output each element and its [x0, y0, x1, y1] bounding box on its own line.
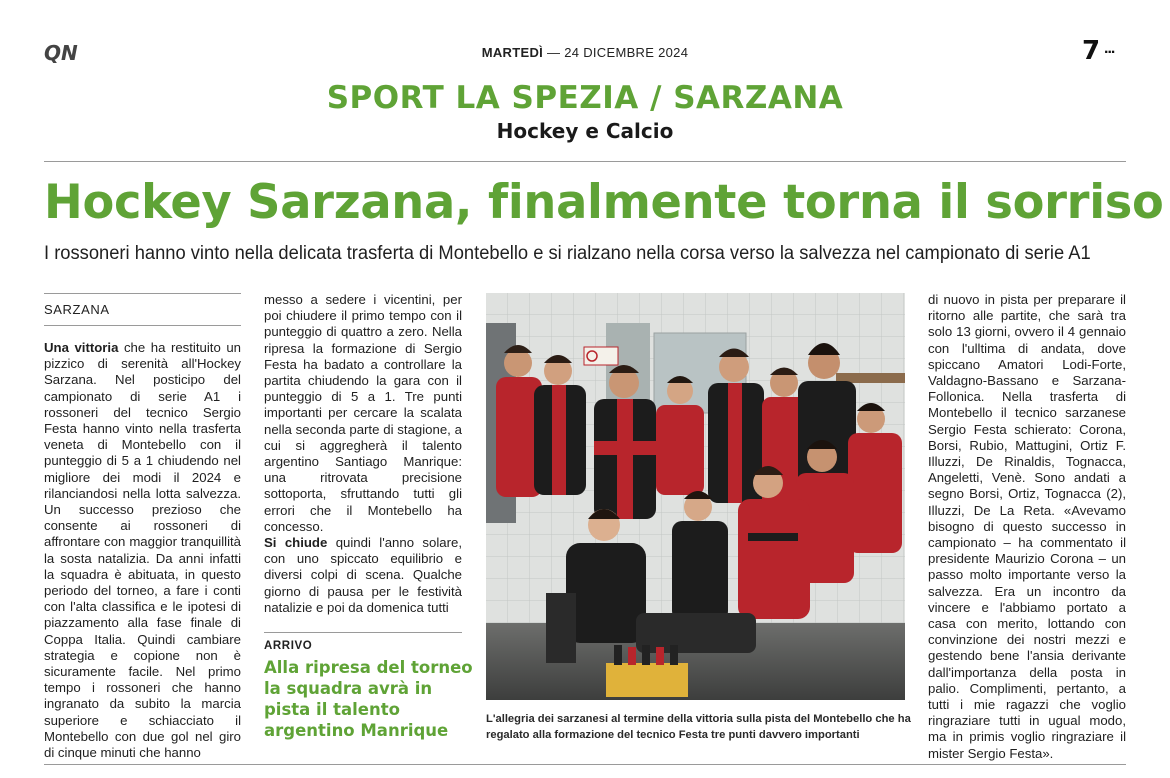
section-subtitle: Hockey e Calcio — [496, 119, 674, 143]
page-dots: ... — [1104, 40, 1115, 57]
dateline-date: 24 DICEMBRE 2024 — [564, 45, 689, 60]
article-dateline: SARZANA — [44, 302, 110, 317]
dateline — [0, 45, 1170, 60]
qn-logo-text: QN — [44, 42, 78, 64]
divider-top — [44, 161, 1126, 162]
dateline-rule-bottom — [44, 325, 241, 326]
paragraph-3-lead: Si chiude — [264, 535, 328, 551]
team-photo-illustration — [486, 293, 905, 700]
bottle-crate — [606, 645, 688, 697]
page-number: 7 — [1082, 36, 1101, 66]
paragraph-4: di nuovo in pista per preparare il ritorno alle partite, che sarà tra solo 13 giorni, ovvero il 4 gennaio con l'ulltima di andata, dove spiccano Amatori Lodi-Forte, Valdagno-Bassano e Sarzana-Follonica. Nella trasferta di Montebello il tecnico sarzanese Sergio Festa schierato: Corona, Borsi, Rubio, Mattugini, Ortiz F. Illuzzi, De Rinaldis, Tognacca, Angeletti, Venè. Sono andati a segno Borsi, Ortiz, Tognacca (2), Illuzzi, De La Reta. «Avevamo bisogno di questo successo in campionato – ha commentato il presidente Maurizio Corona – un passo molto importante verso la salvezza. Era un incontro da vincere e l'abbiamo portato a casa con merito, lottando con convinzione dei nostri mezzi e gestendo bene l'ansia derivante dall'importanza della posta in palio. Complimenti, pertanto, a tutti i mie ragazzi che voglio ringraziare tutti in ugual modo, ma in primis voglio ringraziare il mister Sergio Festa». — [928, 292, 1126, 761]
dateline-separator: — — [546, 45, 561, 60]
divider-bottom — [44, 764, 1126, 765]
paragraph-1-text: che ha restituito un pizzico di serenità all'Hockey Sarzana. Nel posticipo del campionato di serie A1 i rossoneri del tecnico Sergio Festa hanno vinto nella trasferta veneta di Montebello con il punteggio di 5 a 1 chiudendo nel migliore dei modi il 2024 e rilanciandosi nella lotta salvezza. Un successo prezioso che consente ai rossoneri di affrontare con maggior tranquillità la sosta natalizia. Da anni infatti la squadra è abituata, in questo periodo del torneo, a fare i conti con l'alta classifica e le ipotesi di piazzamento alla fase finale di Coppa Italia. Quindi cambiare strategia e copione non è sicuramente facile. Nel primo tempo i rossoneri che hanno ingranato da subito la marcia superiore e schiacciato il Montebello con due gol nel giro di cinque minuti che hanno — [44, 340, 241, 761]
team-photo — [486, 293, 905, 700]
section-title: SPORT LA SPEZIA / SARZANA — [326, 80, 844, 116]
paragraph-1-lead: Una vittoria — [44, 340, 119, 355]
paragraph-3-text: quindi l'anno solare, con uno spiccato equilibrio e diversi colpi di scena. Qualche giorno di pausa per le festività natalizie e poi da domenica tutti — [264, 535, 462, 615]
box-rule — [264, 632, 462, 633]
dateline-day: MARTEDÌ — [481, 45, 544, 60]
standfirst: I rossoneri hanno vinto nella delicata trasferta di Montebello e si rialzano nella corsa verso la salvezza nel campionato di serie A1 — [44, 243, 1091, 264]
box-quote: Alla ripresa del torneo la squadra avrà in pista il talento argentino Manrique — [264, 658, 473, 740]
dateline-rule-top — [44, 293, 241, 294]
paragraph-2: messo a sedere i vicentini, per poi chiudere il primo tempo con il punteggio di quattro a zero. Nella ripresa la formazione di Sergio Festa ha badato a controllare la partita chiudendo la gara con il punteggio di 5 a 1. Tre punti importanti per cercare la scalata nella seconda parte di stagione, a cui si aggregherà il talento argentino Santiago Manrique: una ritrovata precisione sottoporta, sfruttando tutti gli errori che il Montebello ha concesso. — [264, 292, 462, 534]
article-column-1 — [44, 340, 241, 761]
paragraph-3 — [264, 535, 462, 616]
headline: Hockey Sarzana, finalmente torna il sorriso — [44, 175, 1164, 230]
no-smoking-sign — [584, 347, 618, 365]
box-kicker: ARRIVO — [264, 640, 313, 652]
article-column-4 — [928, 292, 1126, 762]
paragraph-1 — [44, 340, 241, 761]
photo-caption: L'allegria dei sarzanesi al termine della vittoria sulla pista del Montebello che ha regalato alla formazione del tecnico Festa tre punti davvero importanti — [486, 713, 911, 741]
article-column-2 — [264, 292, 462, 616]
